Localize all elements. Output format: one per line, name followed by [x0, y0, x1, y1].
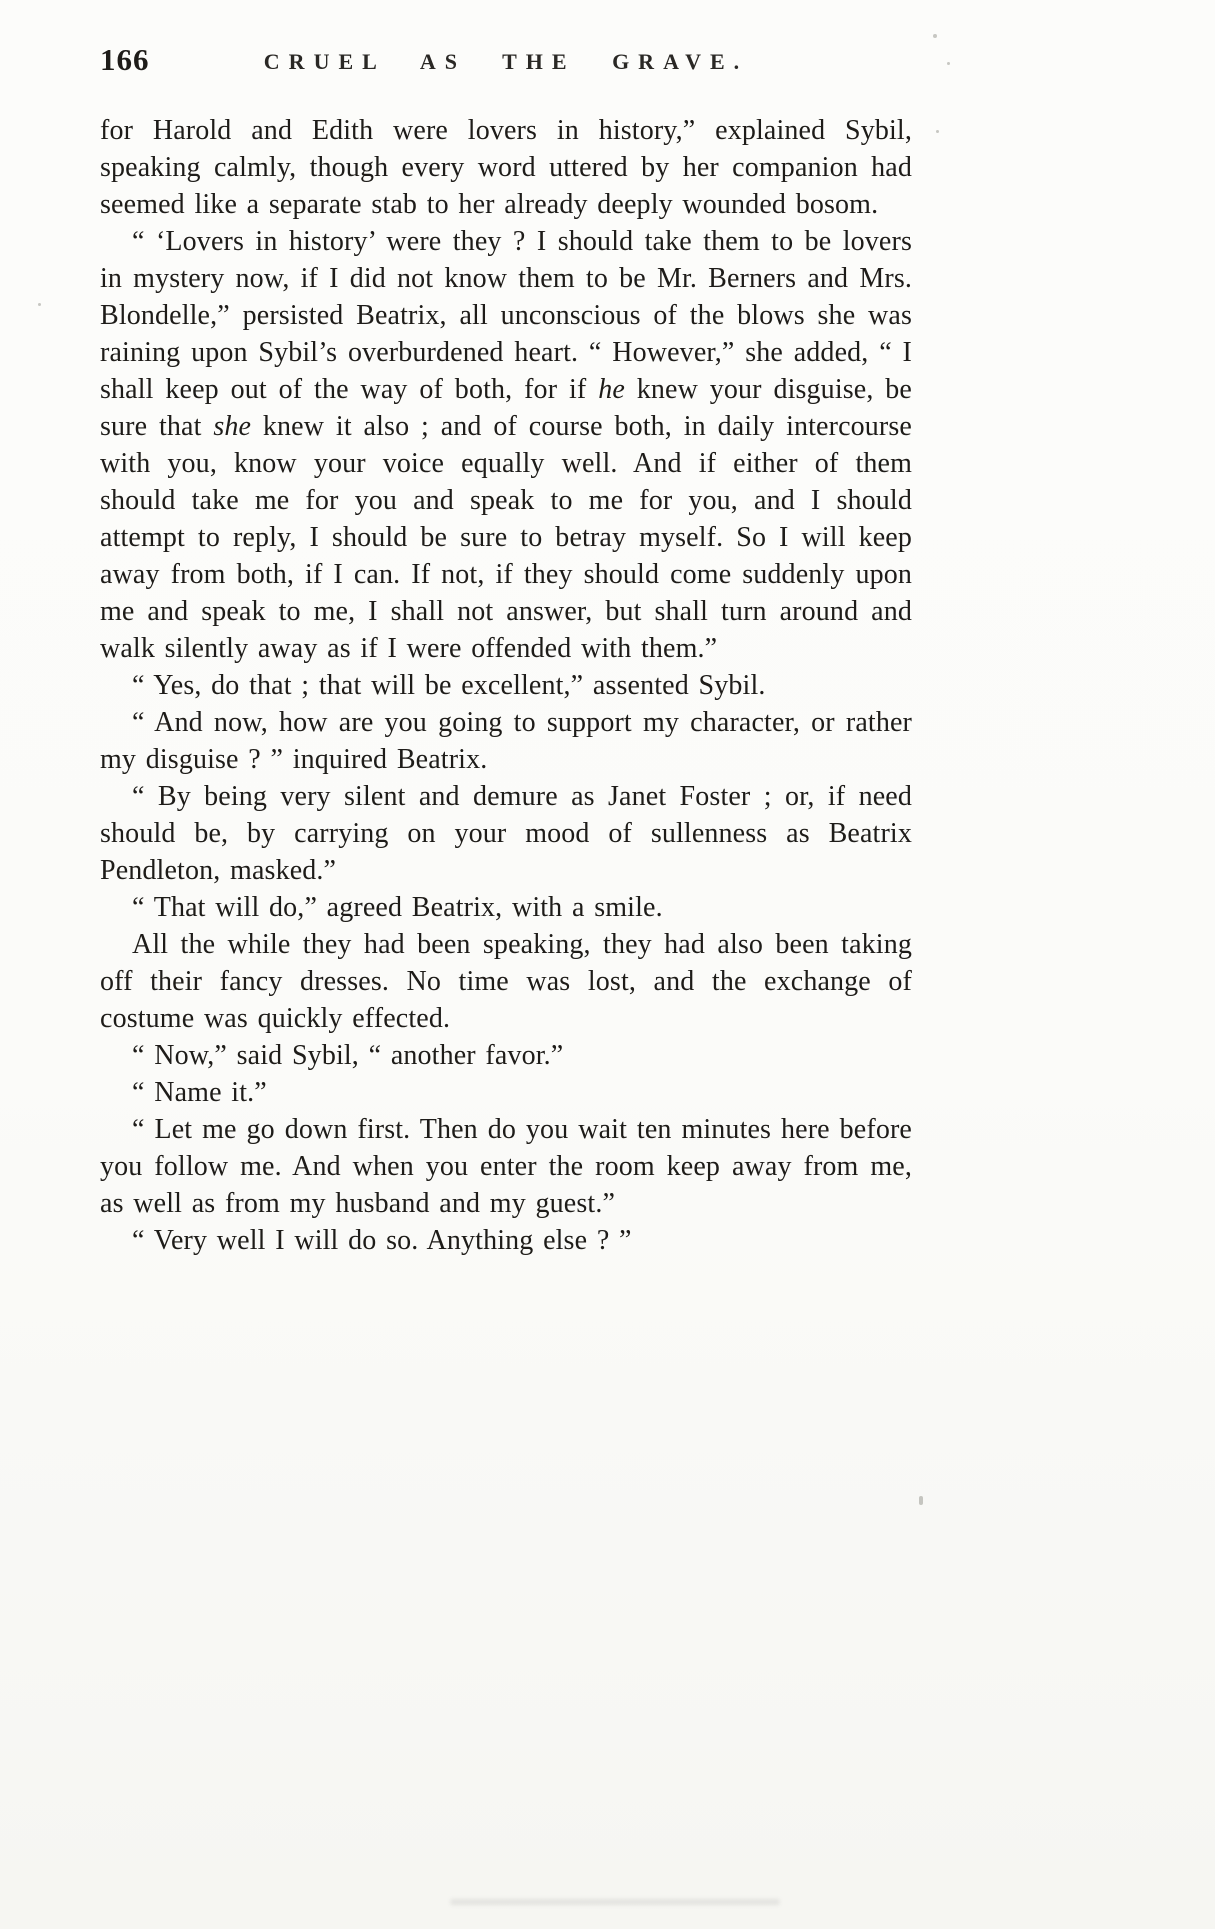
scan-artifact: [38, 303, 41, 306]
text-segment: knew your disguise, be sure that: [100, 374, 913, 442]
running-title: CRUEL AS THE GRAVE.: [263, 49, 749, 74]
text-segment: for Harold and Edith were lovers in history,” explained Sybil, speaking calmly, though every word uttered by her companion had seemed like a separate stab to her already deeply wounded bosom.: [100, 115, 912, 220]
text-segment: “ Let me go down first. Then do you wait ten minutes here before you follow me. And when you enter the room keep away from me, as well as from my husband and my guest.”: [100, 1114, 912, 1219]
page-header: [100, 42, 912, 86]
text-segment: “ Very well I will do so. Anything else ? ”: [132, 1225, 632, 1256]
page-body: [100, 112, 912, 1259]
paragraph: [100, 667, 912, 704]
paragraph: [100, 223, 912, 667]
page-content: [100, 42, 912, 1259]
text-segment: “ Now,” said Sybil, “ another favor.”: [132, 1040, 564, 1071]
text-segment: “ And now, how are you going to support my character, or rather my disguise ? ” inquired Beatrix.: [100, 707, 912, 775]
paragraph: [100, 112, 912, 223]
text-segment: All the while they had been speaking, they had also been taking off their fancy dresses. No time was lost, and the exchange of costume was quickly effected.: [100, 929, 912, 1034]
paragraph: [100, 1222, 912, 1259]
scan-artifact: [919, 1496, 923, 1505]
scan-artifact: [933, 34, 937, 38]
page-number: 166: [100, 42, 150, 77]
emphasis-text: he: [598, 374, 625, 405]
paragraph: [100, 778, 912, 889]
paragraph: [100, 704, 912, 778]
scan-artifact: [450, 1899, 780, 1905]
paragraph: [100, 1037, 912, 1074]
emphasis-text: she: [213, 411, 252, 442]
text-segment: “ That will do,” agreed Beatrix, with a smile.: [132, 892, 663, 923]
text-segment: knew it also ; and of course both, in daily intercourse with you, know your voice equally well. And if either of them should take me for you and speak to me for you, and I should attempt to reply, I should be sure to betray myself. So I will keep away from both, if I can. If not, if they should come suddenly upon me and speak to me, I shall not answer, but shall turn around and walk silently away as if I were offended with them.”: [100, 411, 912, 664]
paragraph: [100, 926, 912, 1037]
text-segment: “ ‘Lovers in history’ were they ? I should take them to be lovers in mystery now, if I did not know them to be Mr. Berners and Mrs. Blondelle,” persisted Beatrix, all unconscious of the blows she was raining upon Sybil’s overburdened heart. “ However,” she added, “ I shall keep out of the way of both, for if: [100, 226, 912, 405]
text-segment: “ Name it.”: [132, 1077, 267, 1108]
scan-artifact: [947, 62, 950, 65]
text-segment: “ By being very silent and demure as Janet Foster ; or, if need should be, by carrying on your mood of sullenness as Beatrix Pendleton, masked.”: [100, 781, 912, 886]
paragraph: [100, 889, 912, 926]
scan-artifact: [936, 130, 939, 133]
paragraph: [100, 1111, 912, 1222]
paragraph: [100, 1074, 912, 1111]
text-segment: “ Yes, do that ; that will be excellent,” assented Sybil.: [132, 670, 766, 701]
